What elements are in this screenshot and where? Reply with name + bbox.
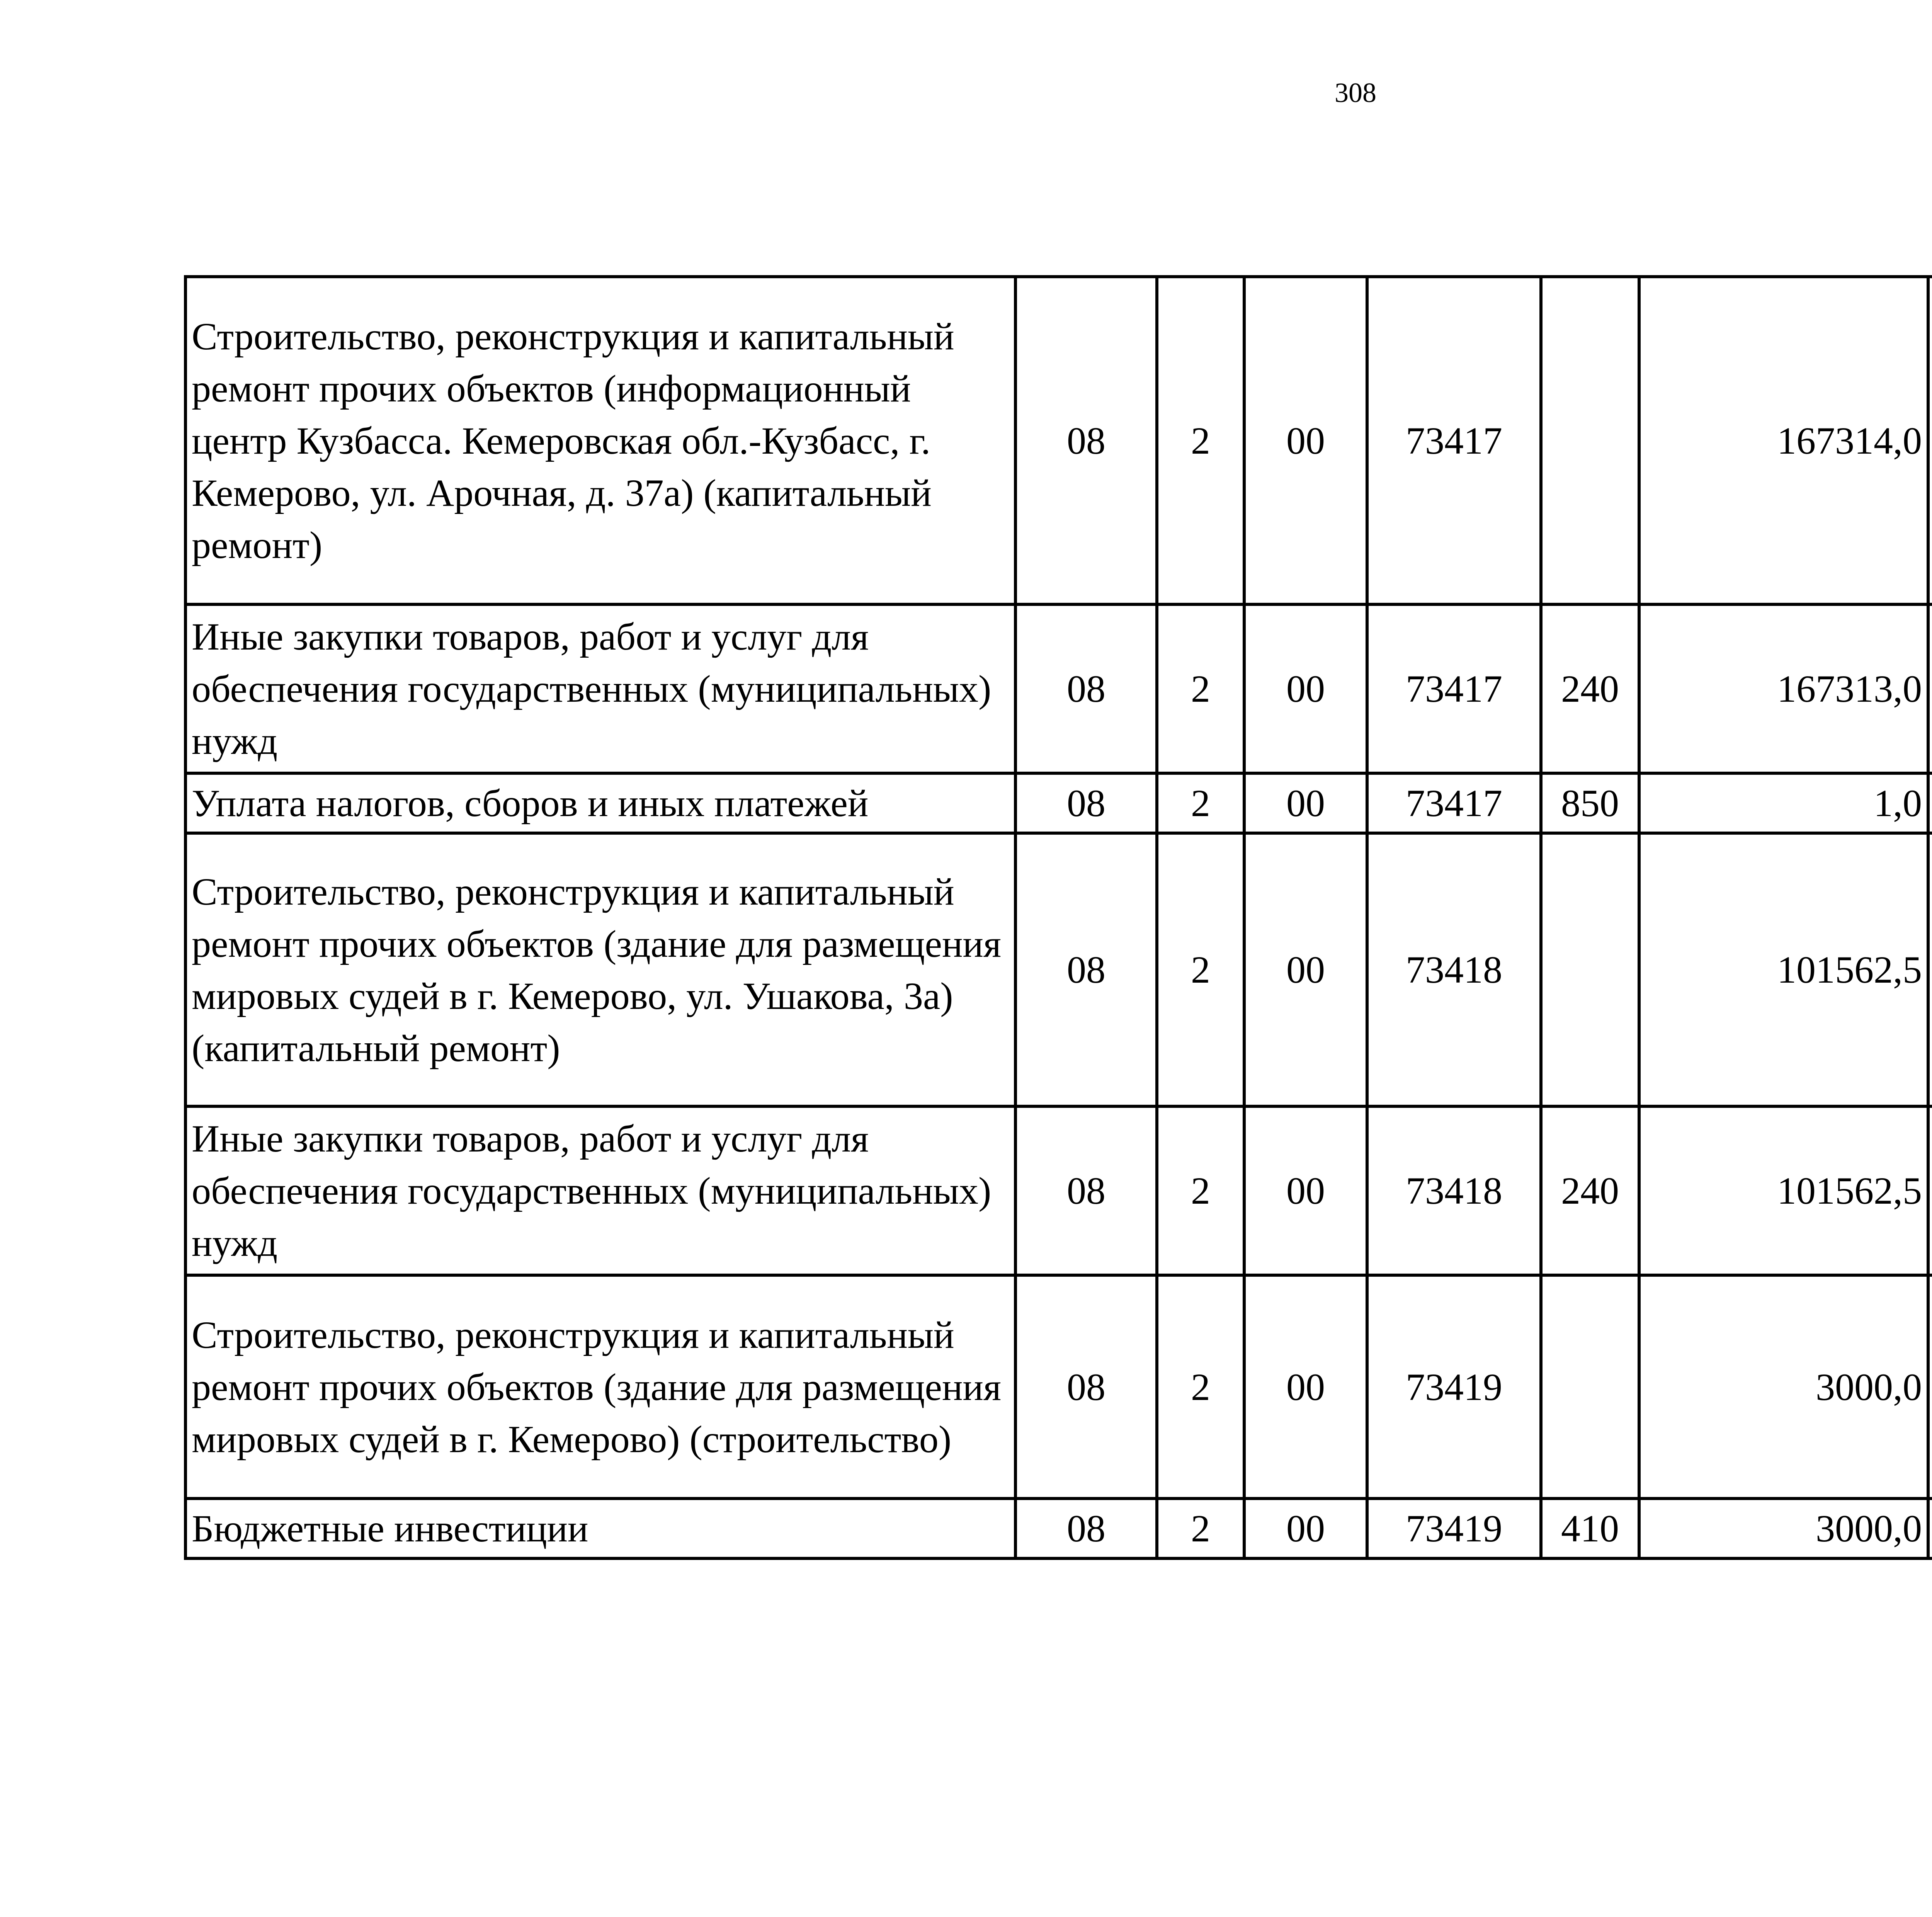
amount-cell: 101562,5 bbox=[1639, 1106, 1928, 1275]
subprogram-code-cell: 00 bbox=[1244, 1275, 1367, 1499]
section-code-cell: 08 bbox=[1015, 277, 1157, 604]
direction-code-cell: 73419 bbox=[1367, 1499, 1541, 1558]
expense-type-cell: 240 bbox=[1541, 1106, 1639, 1275]
table-row bbox=[185, 1106, 1932, 1275]
program-code-cell: 2 bbox=[1157, 1106, 1244, 1275]
amount-col8-cell bbox=[1928, 773, 1932, 833]
row-name-cell: Строительство, реконструкция и капитальный ремонт прочих объектов (информационный центр Кузбасса. Кемеровская обл.-Кузбасс, г. Кемерово, ул. Арочная, д. 37а) (капитальный ремонт) bbox=[185, 277, 1015, 604]
program-code-cell: 2 bbox=[1157, 773, 1244, 833]
row-name-cell: Уплата налогов, сборов и иных платежей bbox=[185, 773, 1015, 833]
direction-code-cell: 73418 bbox=[1367, 1106, 1541, 1275]
section-code-cell: 08 bbox=[1015, 604, 1157, 773]
program-code-cell: 2 bbox=[1157, 1499, 1244, 1558]
expense-type-cell: 240 bbox=[1541, 604, 1639, 773]
expense-type-cell: 850 bbox=[1541, 773, 1639, 833]
section-code-cell: 08 bbox=[1015, 1106, 1157, 1275]
section-code-cell: 08 bbox=[1015, 1499, 1157, 1558]
expense-type-cell bbox=[1541, 277, 1639, 604]
table-row bbox=[185, 773, 1932, 833]
amount-col8-cell bbox=[1928, 1499, 1932, 1558]
budget-table bbox=[184, 275, 1932, 1560]
row-name-cell: Иные закупки товаров, работ и услуг для обеспечения государственных (муниципальных) нужд bbox=[185, 1106, 1015, 1275]
row-name-cell: Бюджетные инвестиции bbox=[185, 1499, 1015, 1558]
direction-code-cell: 73419 bbox=[1367, 1275, 1541, 1499]
subprogram-code-cell: 00 bbox=[1244, 277, 1367, 604]
amount-cell: 101562,5 bbox=[1639, 833, 1928, 1106]
row-name-cell: Иные закупки товаров, работ и услуг для обеспечения государственных (муниципальных) нужд bbox=[185, 604, 1015, 773]
amount-col8-cell bbox=[1928, 1275, 1932, 1499]
program-code-cell: 2 bbox=[1157, 277, 1244, 604]
page-number: 308 bbox=[1335, 77, 1376, 108]
row-name-cell: Строительство, реконструкция и капитальный ремонт прочих объектов (здание для размещения мировых судей в г. Кемерово) (строительство) bbox=[185, 1275, 1015, 1499]
subprogram-code-cell: 00 bbox=[1244, 604, 1367, 773]
subprogram-code-cell: 00 bbox=[1244, 1499, 1367, 1558]
amount-col8-cell bbox=[1928, 1106, 1932, 1275]
section-code-cell: 08 bbox=[1015, 1275, 1157, 1499]
table-row bbox=[185, 1275, 1932, 1499]
table-row bbox=[185, 1499, 1932, 1558]
program-code-cell: 2 bbox=[1157, 833, 1244, 1106]
row-name-cell: Строительство, реконструкция и капитальный ремонт прочих объектов (здание для размещения мировых судей в г. Кемерово, ул. Ушакова, 3а) (капитальный ремонт) bbox=[185, 833, 1015, 1106]
direction-code-cell: 73417 bbox=[1367, 277, 1541, 604]
amount-cell: 1,0 bbox=[1639, 773, 1928, 833]
expense-type-cell bbox=[1541, 1275, 1639, 1499]
subprogram-code-cell: 00 bbox=[1244, 1106, 1367, 1275]
direction-code-cell: 73417 bbox=[1367, 604, 1541, 773]
amount-col8-cell bbox=[1928, 833, 1932, 1106]
program-code-cell: 2 bbox=[1157, 604, 1244, 773]
table-row bbox=[185, 277, 1932, 604]
amount-col8-cell bbox=[1928, 277, 1932, 604]
amount-col8-cell bbox=[1928, 604, 1932, 773]
section-code-cell: 08 bbox=[1015, 773, 1157, 833]
direction-code-cell: 73418 bbox=[1367, 833, 1541, 1106]
table-row bbox=[185, 604, 1932, 773]
amount-cell: 167314,0 bbox=[1639, 277, 1928, 604]
expense-type-cell: 410 bbox=[1541, 1499, 1639, 1558]
direction-code-cell: 73417 bbox=[1367, 773, 1541, 833]
amount-cell: 167313,0 bbox=[1639, 604, 1928, 773]
table-row bbox=[185, 833, 1932, 1106]
amount-cell: 3000,0 bbox=[1639, 1275, 1928, 1499]
amount-cell: 3000,0 bbox=[1639, 1499, 1928, 1558]
subprogram-code-cell: 00 bbox=[1244, 833, 1367, 1106]
program-code-cell: 2 bbox=[1157, 1275, 1244, 1499]
subprogram-code-cell: 00 bbox=[1244, 773, 1367, 833]
section-code-cell: 08 bbox=[1015, 833, 1157, 1106]
expense-type-cell bbox=[1541, 833, 1639, 1106]
